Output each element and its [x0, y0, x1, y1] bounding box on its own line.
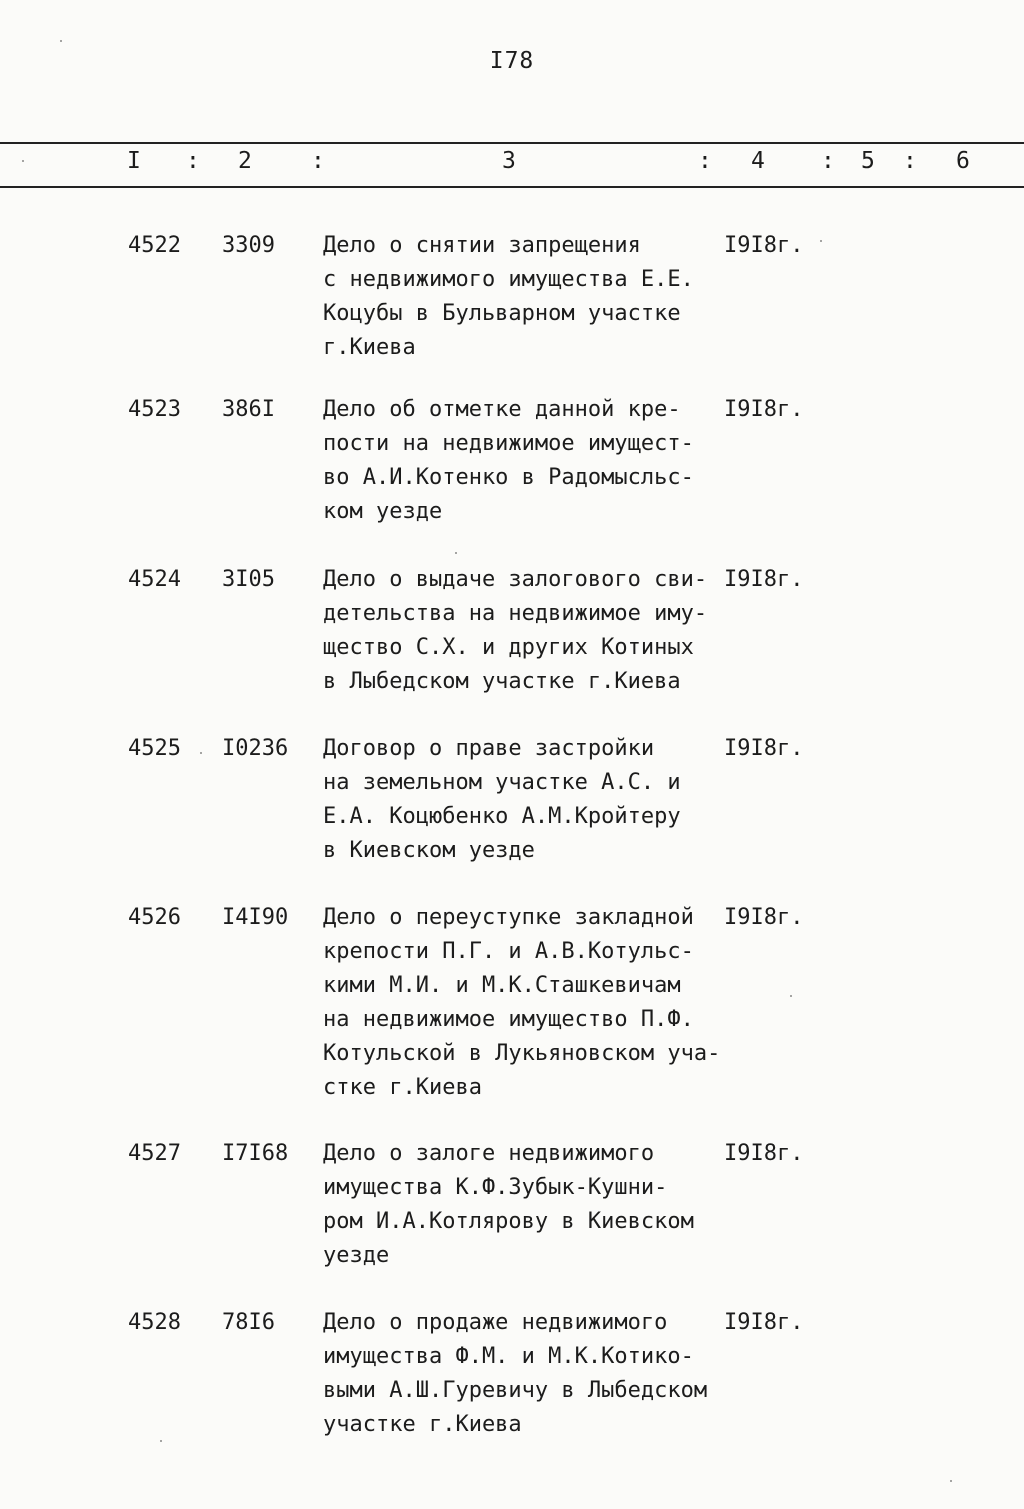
description-line: стке г.Киева — [323, 1075, 482, 1100]
archive-number: 3309 — [222, 233, 275, 258]
page-number: I78 — [489, 48, 535, 74]
column-header-5: 5 — [861, 148, 875, 174]
description-line: крепости П.Г. и А.В.Котульс- — [323, 939, 694, 964]
column-header-1: I — [127, 148, 141, 174]
description-line: пости на недвижимое имущест- — [323, 431, 694, 456]
archive-number: I7I68 — [222, 1141, 289, 1166]
record-year: I9I8г. — [724, 1141, 804, 1166]
archive-number: I0236 — [222, 736, 289, 761]
scan-speck — [60, 40, 62, 42]
record-year: I9I8г. — [724, 397, 804, 422]
record-description — [323, 393, 743, 529]
description-line: Договор о праве застройки — [323, 736, 655, 761]
record-description — [323, 732, 743, 868]
description-line: ром И.А.Котлярову в Киевском — [323, 1209, 694, 1234]
archive-number: I4I90 — [222, 905, 289, 930]
description-line: в Киевском уезде — [323, 838, 535, 863]
scan-speck — [22, 160, 24, 162]
scan-speck — [200, 752, 202, 754]
column-header-4: 4 — [751, 148, 765, 174]
description-line: с недвижимого имущества Е.Е. — [323, 267, 694, 292]
column-header-3: 3 — [502, 148, 516, 174]
scan-speck — [160, 1440, 162, 1442]
record-number: 4526 — [128, 905, 181, 930]
column-header-2: 2 — [238, 148, 252, 174]
record-description — [323, 229, 743, 365]
column-separator: : — [698, 148, 712, 174]
scan-speck — [820, 240, 822, 242]
description-line: в Лыбедском участке г.Киева — [323, 669, 681, 694]
description-line: Дело о снятии запрещения — [323, 233, 641, 258]
description-line: Дело о залоге недвижимого — [323, 1141, 655, 1166]
description-line: на недвижимое имущество П.Ф. — [323, 1007, 694, 1032]
description-line: участке г.Киева — [323, 1412, 522, 1437]
archive-number: 78I6 — [222, 1310, 275, 1335]
archive-number: 3I05 — [222, 567, 275, 592]
scan-speck — [790, 995, 792, 997]
description-line: кими М.И. и М.К.Сташкевичам — [323, 973, 681, 998]
archive-number: 386I — [222, 397, 275, 422]
scan-speck — [950, 1480, 952, 1482]
column-separator: : — [186, 148, 200, 174]
record-year: I9I8г. — [724, 1310, 804, 1335]
description-line: имущества К.Ф.Зубык-Кушни- — [323, 1175, 668, 1200]
scan-speck — [455, 552, 457, 554]
column-header-6: 6 — [956, 148, 970, 174]
record-number: 4523 — [128, 397, 181, 422]
record-number: 4525 — [128, 736, 181, 761]
description-line: имущества Ф.М. и М.К.Котико- — [323, 1344, 694, 1369]
record-description — [323, 1306, 743, 1442]
record-description — [323, 901, 743, 1105]
record-year: I9I8г. — [724, 736, 804, 761]
description-line: Дело о продаже недвижимого — [323, 1310, 668, 1335]
record-number: 4524 — [128, 567, 181, 592]
record-description — [323, 563, 743, 699]
column-separator: : — [903, 148, 917, 174]
column-separator: : — [821, 148, 835, 174]
header-rule-bottom — [0, 186, 1024, 188]
description-line: Дело об отметке данной кре- — [323, 397, 681, 422]
record-year: I9I8г. — [724, 233, 804, 258]
description-line: выми А.Ш.Гуревичу в Лыбедском — [323, 1378, 708, 1403]
description-line: уезде — [323, 1243, 390, 1268]
record-number: 4527 — [128, 1141, 181, 1166]
description-line: ком уезде — [323, 499, 443, 524]
description-line: г.Киева — [323, 335, 416, 360]
record-year: I9I8г. — [724, 567, 804, 592]
description-line: на земельном участке А.С. и — [323, 770, 681, 795]
header-rule-top — [0, 142, 1024, 144]
description-line: детельства на недвижимое иму- — [323, 601, 708, 626]
record-number: 4522 — [128, 233, 181, 258]
record-description — [323, 1137, 743, 1273]
description-line: Котульской в Лукьяновском уча- — [323, 1041, 721, 1066]
description-line: щество С.Х. и других Котиных — [323, 635, 694, 660]
description-line: во А.И.Котенко в Радомысльс- — [323, 465, 694, 490]
description-line: Е.А. Коцюбенко А.М.Кройтеру — [323, 804, 681, 829]
description-line: Дело о выдаче залогового сви- — [323, 567, 708, 592]
description-line: Дело о переуступке закладной — [323, 905, 694, 930]
description-line: Коцубы в Бульварном участке — [323, 301, 681, 326]
record-year: I9I8г. — [724, 905, 804, 930]
record-number: 4528 — [128, 1310, 181, 1335]
column-separator: : — [311, 148, 325, 174]
